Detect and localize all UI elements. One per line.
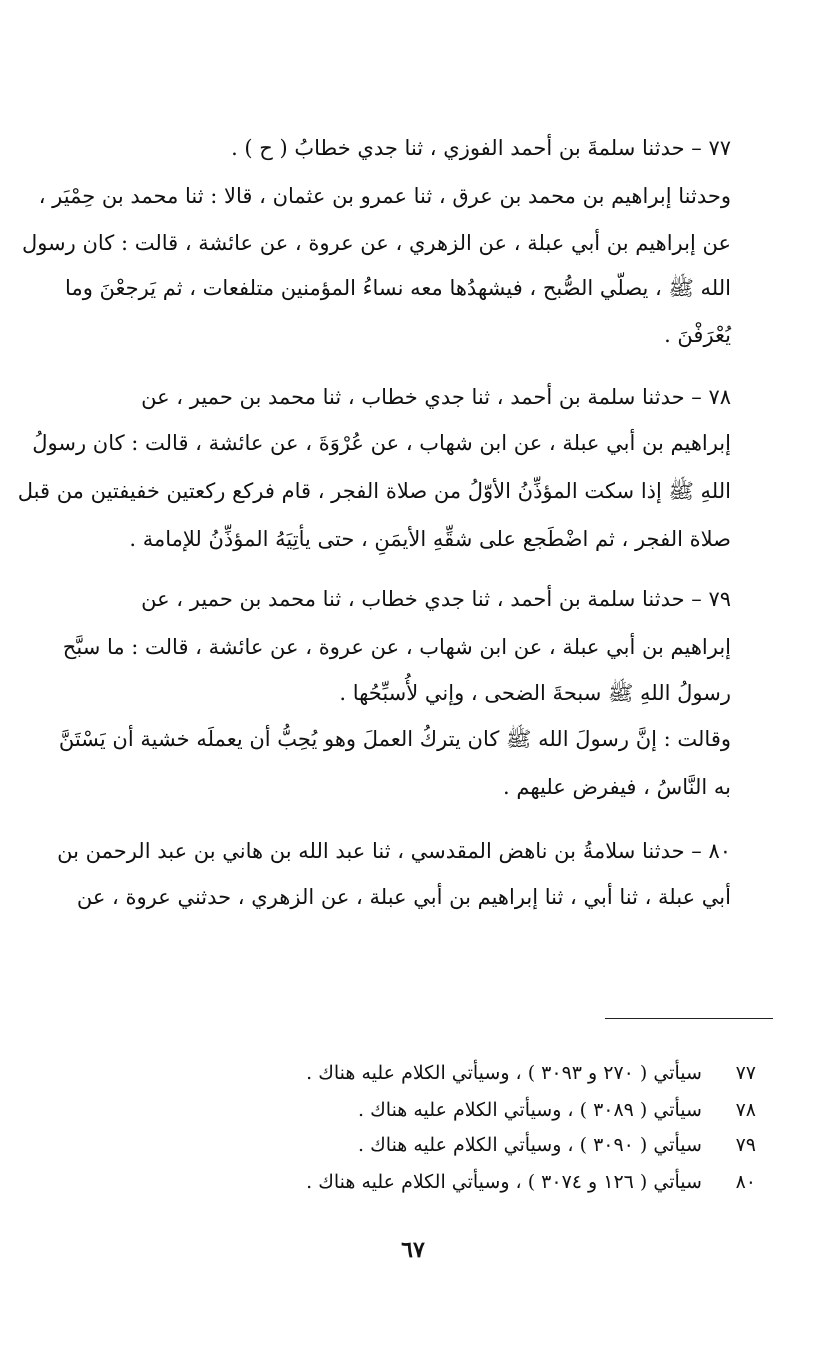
footnote-78 [236, 1097, 756, 1123]
footnote-number: ٨٠ [735, 1171, 756, 1193]
footnote-separator [605, 1018, 773, 1019]
page-number: ٦٧ [401, 1237, 425, 1263]
footnote-number: ٧٩ [735, 1134, 756, 1156]
hadith-80-line-2: أبي عبلة ، ثنا أبي ، ثنا إبراهيم بن أبي عبلة ، عن الزهري ، حدثني عروة ، عن [76, 885, 731, 909]
hadith-78-line-3: اللهِ ﷺ إذا سكت المؤذِّنُ الأوّلُ من صلاة الفجر ، قام فركع ركعتين خفيفتين من قبل [17, 479, 731, 503]
hadith-77-line-3: عن إبراهيم بن أبي عبلة ، عن الزهري ، عن عروة ، عن عائشة ، قالت : كان رسول [21, 231, 731, 255]
hadith-78-line-1: ٧٨ – حدثنا سلمة بن أحمد ، ثنا جدي خطاب ، ثنا محمد بن حمير ، عن [141, 385, 731, 409]
hadith-79-line-1: ٧٩ – حدثنا سلمة بن أحمد ، ثنا جدي خطاب ، ثنا محمد بن حمير ، عن [141, 587, 731, 611]
hadith-77-line-5: يُعْرَفْنَ . [664, 323, 731, 347]
hadith-77-line-4: الله ﷺ ، يصلّي الصُّبح ، فيشهدُها معه نساءُ المؤمنين متلفعات ، ثم يَرجعْنَ وما [65, 276, 731, 300]
footnote-text: سيأتي ( ١٢٦ و ٣٠٧٤ ) ، وسيأتي الكلام عليه هناك . [306, 1171, 702, 1193]
footnote-text: سيأتي ( ٣٠٨٩ ) ، وسيأتي الكلام عليه هناك . [358, 1099, 702, 1121]
footnote-77 [236, 1060, 756, 1086]
footnote-80 [236, 1169, 756, 1195]
footnote-number: ٧٧ [735, 1062, 756, 1084]
footnote-text: سيأتي ( ٢٧٠ و ٣٠٩٣ ) ، وسيأتي الكلام عليه هناك . [306, 1062, 702, 1084]
hadith-80-line-1: ٨٠ – حدثنا سلامةُ بن ناهض المقدسي ، ثنا عبد الله بن هاني بن عبد الرحمن بن [57, 839, 731, 863]
hadith-79-line-5: به النَّاسُ ، فيفرض عليهم . [503, 775, 731, 799]
footnote-text: سيأتي ( ٣٠٩٠ ) ، وسيأتي الكلام عليه هناك . [358, 1134, 702, 1156]
footnote-number: ٧٨ [735, 1099, 756, 1121]
hadith-77-line-2: وحدثنا إبراهيم بن محمد بن عرق ، ثنا عمرو بن عثمان ، قالا : ثنا محمد بن حِمْيَر ، [38, 184, 731, 208]
footnote-79 [236, 1132, 756, 1158]
hadith-79-line-3: رسولُ اللهِ ﷺ سبحةَ الضحى ، وإني لأُسبِّحُها . [339, 681, 731, 705]
hadith-78-line-2: إبراهيم بن أبي عبلة ، عن ابن شهاب ، عن عُرْوَةَ ، عن عائشة ، قالت : كان رسولُ [32, 431, 731, 455]
hadith-78-line-4: صلاة الفجر ، ثم اضْطَجع على شقِّهِ الأيمَنِ ، حتى يأتِيَهُ المؤذِّنُ للإمامة . [129, 527, 731, 551]
hadith-79-line-4: وقالت : إنَّ رسولَ الله ﷺ كان يتركُ العملَ وهو يُحِبُّ أن يعملَه خشية أن يَسْتَنَّ [58, 727, 731, 751]
hadith-77-line-1: ٧٧ – حدثنا سلمةَ بن أحمد الفوزي ، ثنا جدي خطابُ ( ح ) . [231, 136, 731, 160]
hadith-79-line-2: إبراهيم بن أبي عبلة ، عن ابن شهاب ، عن عروة ، عن عائشة ، قالت : ما سبَّح [62, 635, 731, 659]
